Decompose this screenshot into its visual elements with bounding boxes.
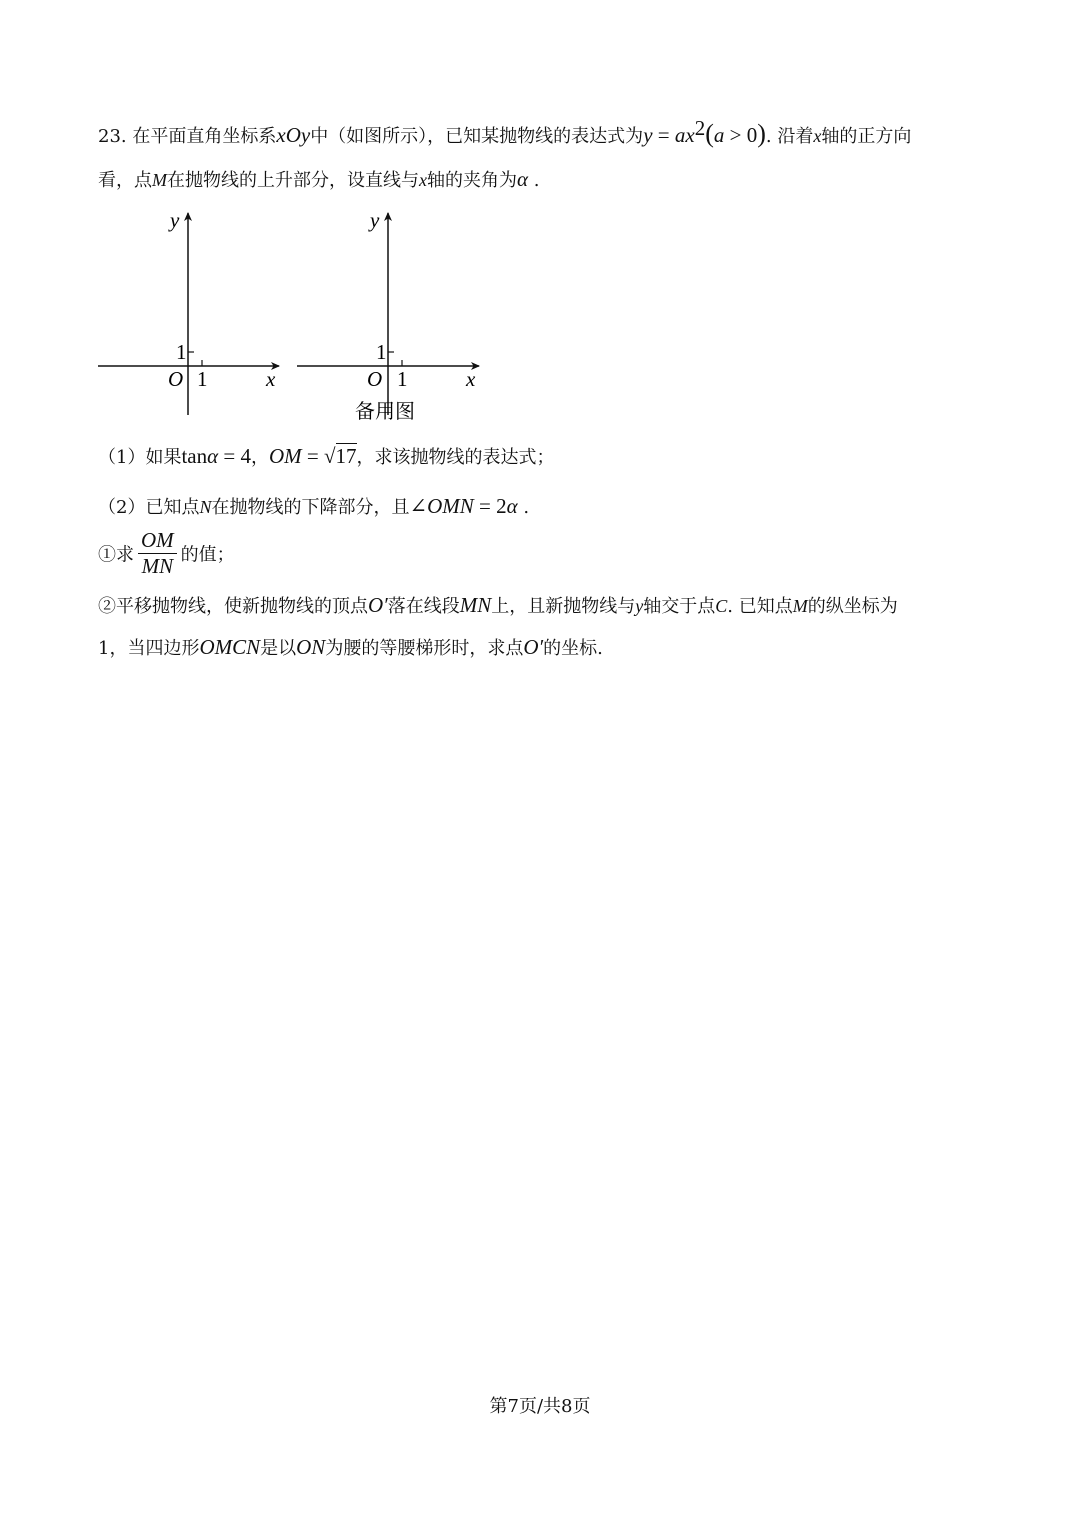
- coord-system: xOy: [276, 123, 311, 147]
- x-label-2: x: [466, 367, 476, 391]
- problem-line-1: 23. 在平面直角坐标系xOy中（如图所示），已知某抛物线的表达式为$y = ax^2(a > 0)$. 沿着x轴的正方向: [98, 116, 912, 148]
- coordinate-figures: [90, 205, 510, 425]
- tick-x-1: 1: [197, 367, 208, 391]
- tick-x-2: 1: [397, 367, 408, 391]
- origin-label-2: O: [367, 367, 383, 391]
- backup-caption: 备用图: [355, 399, 415, 423]
- y-label-2: y: [370, 208, 380, 232]
- problem-number: 23.: [98, 126, 127, 147]
- fraction-om-mn: $\frac{OM}{MN}$: [138, 528, 177, 579]
- origin-label-1: O: [168, 367, 184, 391]
- sub-question-2-line-2: 1，当四边形OMCN是以ON为腰的等腰梯形时，求点O′的坐标.: [98, 635, 603, 659]
- part-2: （2）已知点N在抛物线的下降部分，且∠OMN = 2α .: [98, 494, 530, 518]
- x-label-1: x: [266, 367, 276, 391]
- problem-line-2: 看，点M在抛物线的上升部分，设直线与x轴的夹角为α .: [98, 167, 540, 191]
- tick-y-1: 1: [176, 340, 187, 364]
- part-1: （1）如果tanα = 4，OM = √17，求该抛物线的表达式；: [98, 444, 555, 468]
- tick-y-2: 1: [376, 340, 387, 364]
- figure-2: [297, 208, 479, 423]
- y-label-1: y: [170, 208, 180, 232]
- page-footer: 第7页/共8页: [489, 1396, 591, 1417]
- figure-1: [98, 208, 279, 415]
- sub-question-2-line-1: ②平移抛物线，使新抛物线的顶点O′落在线段MN上，且新抛物线与y轴交于点C. 已知点M的纵坐标为: [98, 593, 898, 617]
- sub-question-1: ①求 $\frac{OM}{MN}$ 的值；: [98, 528, 235, 578]
